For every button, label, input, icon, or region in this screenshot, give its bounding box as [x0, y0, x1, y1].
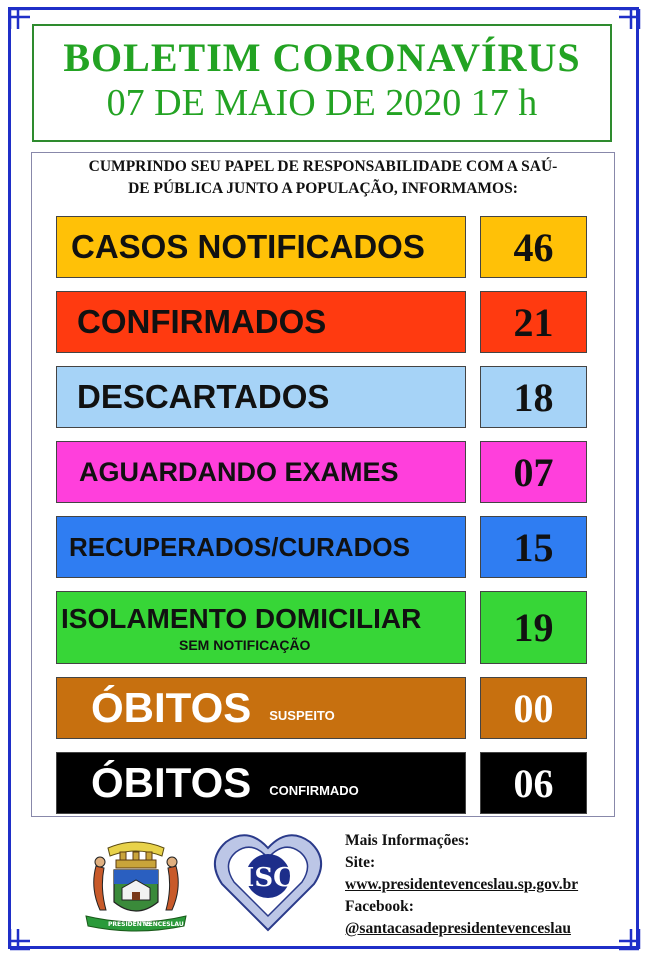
intro-text: [40, 156, 606, 200]
row-label-text: CASOS NOTIFICADOS: [71, 228, 425, 265]
row-label-casos-notificados: [56, 216, 466, 278]
row-label-text: ÓBITOS: [91, 684, 252, 731]
row-label-text: ISOLAMENTO DOMICILIAR: [61, 602, 422, 634]
row-label-obitos-confirmado: [56, 752, 466, 814]
corner-ornament-top-right: [617, 7, 641, 31]
site-label: Site:: [345, 854, 376, 871]
row-label-text: AGUARDANDO EXAMES: [79, 456, 399, 487]
row-sublabel: SUSPEITO: [269, 707, 335, 723]
row-label-text: CONFIRMADOS: [77, 303, 327, 340]
row-value-isolamento-domiciliar: 19: [480, 591, 587, 664]
row-label-obitos-suspeito: [56, 677, 466, 739]
santa-casa-isc-logo: [212, 828, 324, 934]
row-value-aguardando-exames: 07: [480, 441, 587, 503]
contact-info: [345, 830, 578, 940]
row-label-confirmados: [56, 291, 466, 353]
row-label-recuperados-curados: [56, 516, 466, 578]
bulletin-title: BOLETIM CORONAVÍRUS: [63, 35, 581, 80]
row-label-text: RECUPERADOS/CURADOS: [69, 531, 410, 562]
isc-initials: ISC: [242, 863, 294, 893]
row-label-text: ÓBITOS: [91, 759, 252, 806]
bulletin-header: [32, 24, 612, 142]
bulletin-date: 07 DE MAIO DE 2020 17 h: [106, 82, 538, 124]
corner-ornament-bottom-left: [8, 927, 32, 951]
row-label-text: DESCARTADOS: [77, 378, 330, 415]
row-value-casos-notificados: 46: [480, 216, 587, 278]
more-info-heading: Mais Informações:: [345, 832, 470, 849]
row-label-isolamento-domiciliar: [56, 591, 466, 664]
row-label-aguardando-exames: [56, 441, 466, 503]
row-value-confirmados: 21: [480, 291, 587, 353]
crest-right-text: VENCESLAU: [144, 921, 184, 928]
corner-ornament-bottom-right: [617, 927, 641, 951]
row-value-descartados: 18: [480, 366, 587, 428]
row-label-descartados: [56, 366, 466, 428]
row-sublabel: SEM NOTIFICAÇÃO: [179, 636, 311, 653]
row-value-recuperados-curados: 15: [480, 516, 587, 578]
intro-line-1: CUMPRINDO SEU PAPEL DE RESPONSABILIDADE COM A SAÚ-: [88, 158, 558, 175]
crest-left-text: PRESIDENTE: [108, 921, 150, 928]
row-value-obitos-suspeito: 00: [480, 677, 587, 739]
row-value-obitos-confirmado: 06: [480, 752, 587, 814]
facebook-link[interactable]: @santacasadepresidentevenceslau: [345, 920, 571, 937]
intro-line-2: DE PÚBLICA JUNTO A POPULAÇÃO, INFORMAMOS:: [128, 180, 518, 197]
row-sublabel: CONFIRMADO: [269, 782, 359, 798]
facebook-label: Facebook:: [345, 898, 414, 915]
site-link[interactable]: www.presidentevenceslau.sp.gov.br: [345, 876, 579, 893]
municipal-crest-logo: [78, 826, 194, 936]
corner-ornament-top-left: [8, 7, 32, 31]
